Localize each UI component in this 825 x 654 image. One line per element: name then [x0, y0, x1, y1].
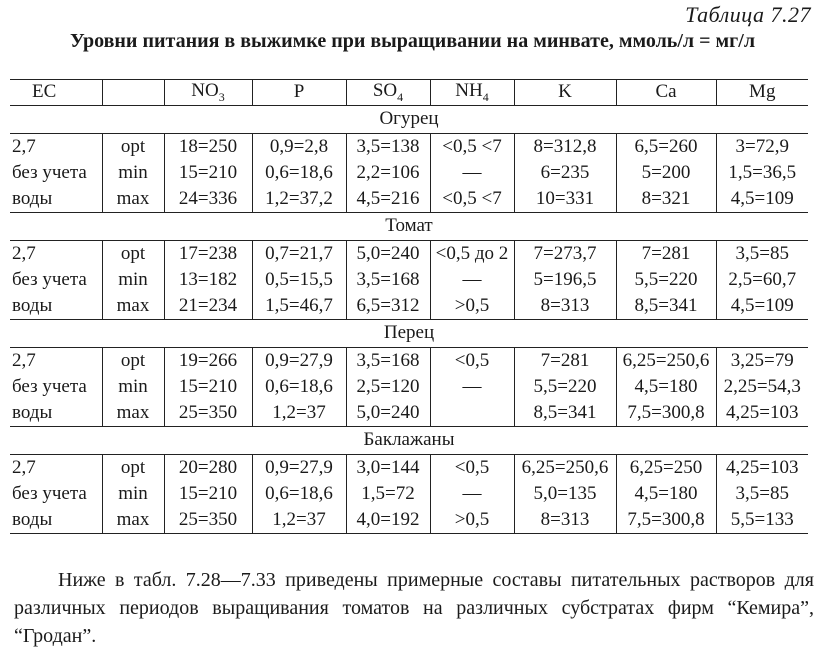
cell-ec: воды [10, 507, 102, 534]
cell-level: opt [102, 347, 164, 374]
cell-ca: 7=281 [616, 240, 716, 267]
cell-ec: без учета [12, 375, 87, 397]
table-title: Уровни питания в выжимке при выращивании на минвате, ммоль/л = мг/л [69, 30, 756, 52]
cell-nh4: — [430, 160, 514, 186]
cell-p: 1,2=37 [252, 507, 346, 534]
cell-so4: 3,5=138 [346, 133, 430, 160]
cell-k: 5,0=135 [514, 481, 616, 507]
header-k: K [514, 80, 616, 106]
cell-k: 7=281 [514, 347, 616, 374]
cell-ec: воды [10, 186, 102, 213]
cell-mg: 3,5=85 [716, 240, 808, 267]
table-row [10, 160, 808, 186]
cell-so4: 2,2=106 [346, 160, 430, 186]
cell-mg: 4,5=109 [716, 293, 808, 320]
cell-k: 8=313 [514, 507, 616, 534]
section-header-row [10, 105, 808, 133]
table-row [10, 293, 808, 320]
cell-mg: 4,25=103 [716, 454, 808, 481]
cell-level: min [102, 374, 164, 400]
cell-so4: 5,0=240 [346, 400, 430, 427]
cell-ec: без учета [12, 161, 87, 183]
table-number: Таблица 7.27 [685, 2, 811, 27]
cell-no3: 15=210 [164, 374, 252, 400]
cell-no3: 15=210 [164, 160, 252, 186]
cell-nh4: >0,5 [430, 293, 514, 320]
cell-k: 5=196,5 [514, 267, 616, 293]
cell-nh4: <0,5 [430, 454, 514, 481]
cell-nh4: >0,5 [430, 507, 514, 534]
cell-mg: 1,5=36,5 [716, 160, 808, 186]
cell-nh4: <0,5 <7 [430, 133, 514, 160]
cell-nh4: <0,5 <7 [430, 186, 514, 213]
cell-ca: 6,5=260 [616, 133, 716, 160]
cell-no3: 15=210 [164, 481, 252, 507]
cell-level: min [102, 481, 164, 507]
cell-so4: 3,5=168 [346, 267, 430, 293]
cell-p: 0,6=18,6 [252, 374, 346, 400]
cell-ca: 7,5=300,8 [616, 400, 716, 427]
cell-ec: 2,7 [10, 454, 102, 481]
cell-mg: 5,5=133 [716, 507, 808, 534]
cell-k: 5,5=220 [514, 374, 616, 400]
cell-level: max [102, 293, 164, 320]
cell-ec: 2,7 [10, 347, 102, 374]
header-no3: $NO_3$ [164, 80, 252, 106]
cell-mg: 4,25=103 [716, 400, 808, 427]
cell-so4: 6,5=312 [346, 293, 430, 320]
header-ca: Ca [616, 80, 716, 106]
cell-no3: 25=350 [164, 400, 252, 427]
table-row [10, 186, 808, 213]
cell-so4: 4,0=192 [346, 507, 430, 534]
table-row [10, 400, 808, 427]
cell-ca: 4,5=180 [616, 481, 716, 507]
section-title: Томат [385, 215, 433, 237]
cell-k: 7=273,7 [514, 240, 616, 267]
cell-level: max [102, 186, 164, 213]
cell-level: opt [102, 454, 164, 481]
cell-p: 1,2=37,2 [252, 186, 346, 213]
cell-ca: 7,5=300,8 [616, 507, 716, 534]
cell-so4: 1,5=72 [346, 481, 430, 507]
section-title: Огурец [379, 108, 439, 130]
cell-level: max [102, 400, 164, 427]
cell-level: max [102, 507, 164, 534]
cell-p: 0,9=2,8 [252, 133, 346, 160]
cell-nh4: — [430, 374, 514, 400]
cell-ca: 6,25=250,6 [616, 347, 716, 374]
cell-p: 0,9=27,9 [252, 347, 346, 374]
cell-mg: 3,5=85 [716, 481, 808, 507]
table-row [10, 374, 808, 400]
cell-so4: 4,5=216 [346, 186, 430, 213]
header-ec: EC [10, 80, 102, 106]
cell-k: 8=313 [514, 293, 616, 320]
header-p: P [252, 80, 346, 106]
cell-level: opt [102, 133, 164, 160]
cell-ec: без учета [12, 482, 87, 504]
cell-ca: 8=321 [616, 186, 716, 213]
cell-p: 1,5=46,7 [252, 293, 346, 320]
cell-ec: воды [10, 293, 102, 320]
cell-p: 0,7=21,7 [252, 240, 346, 267]
header-nh4: $NH_4$ [430, 80, 514, 106]
cell-ca: 8,5=341 [616, 293, 716, 320]
cell-ca: 4,5=180 [616, 374, 716, 400]
section-title: Баклажаны [363, 429, 455, 451]
body-paragraph: Ниже в табл. 7.28—7.33 приведены примерные составы питательных растворов для различных периодов выращивания томатов на различных субстратах фирм “Кемира”, “Гродан”. [14, 569, 814, 647]
cell-level: min [102, 160, 164, 186]
table-row [10, 454, 808, 481]
section-title: Перец [383, 322, 435, 344]
cell-ca: 5,5=220 [616, 267, 716, 293]
cell-p: 0,6=18,6 [252, 481, 346, 507]
cell-so4: 5,0=240 [346, 240, 430, 267]
cell-no3: 17=238 [164, 240, 252, 267]
cell-p: 0,9=27,9 [252, 454, 346, 481]
cell-k: 8=312,8 [514, 133, 616, 160]
cell-no3: 18=250 [164, 133, 252, 160]
cell-level: opt [102, 240, 164, 267]
cell-no3: 25=350 [164, 507, 252, 534]
cell-p: 0,5=15,5 [252, 267, 346, 293]
cell-nh4: — [430, 267, 514, 293]
section-header-row [10, 212, 808, 240]
cell-nh4: — [430, 481, 514, 507]
cell-mg: 2,25=54,3 [716, 374, 808, 400]
cell-ca: 6,25=250 [616, 454, 716, 481]
header-so4: $SO_4$ [346, 80, 430, 106]
table-row [10, 347, 808, 374]
cell-mg: 2,5=60,7 [716, 267, 808, 293]
cell-mg: 3=72,9 [716, 133, 808, 160]
cell-ec: 2,7 [10, 240, 102, 267]
cell-nh4 [430, 400, 514, 427]
table-row [10, 240, 808, 267]
cell-no3: 24=336 [164, 186, 252, 213]
cell-ec: 2,7 [10, 133, 102, 160]
cell-k: 10=331 [514, 186, 616, 213]
cell-k: 6,25=250,6 [514, 454, 616, 481]
cell-k: 6=235 [514, 160, 616, 186]
table-row [10, 267, 808, 293]
table-row [10, 507, 808, 534]
cell-ec: воды [10, 400, 102, 427]
cell-so4: 3,0=144 [346, 454, 430, 481]
cell-no3: 21=234 [164, 293, 252, 320]
cell-no3: 20=280 [164, 454, 252, 481]
nutrition-table [10, 79, 808, 534]
table-row [10, 133, 808, 160]
cell-level: min [102, 267, 164, 293]
cell-nh4: <0,5 [430, 347, 514, 374]
cell-so4: 2,5=120 [346, 374, 430, 400]
cell-so4: 3,5=168 [346, 347, 430, 374]
cell-k: 8,5=341 [514, 400, 616, 427]
cell-mg: 4,5=109 [716, 186, 808, 213]
cell-p: 1,2=37 [252, 400, 346, 427]
cell-nh4: <0,5 до 2 [430, 240, 514, 267]
cell-no3: 13=182 [164, 267, 252, 293]
cell-ec: без учета [12, 268, 87, 290]
cell-p: 0,6=18,6 [252, 160, 346, 186]
table-header-row [10, 80, 808, 106]
table-row [10, 481, 808, 507]
section-header-row [10, 426, 808, 454]
header-level [102, 80, 164, 106]
cell-ca: 5=200 [616, 160, 716, 186]
header-mg: Mg [716, 80, 808, 106]
cell-no3: 19=266 [164, 347, 252, 374]
cell-mg: 3,25=79 [716, 347, 808, 374]
section-header-row [10, 319, 808, 347]
